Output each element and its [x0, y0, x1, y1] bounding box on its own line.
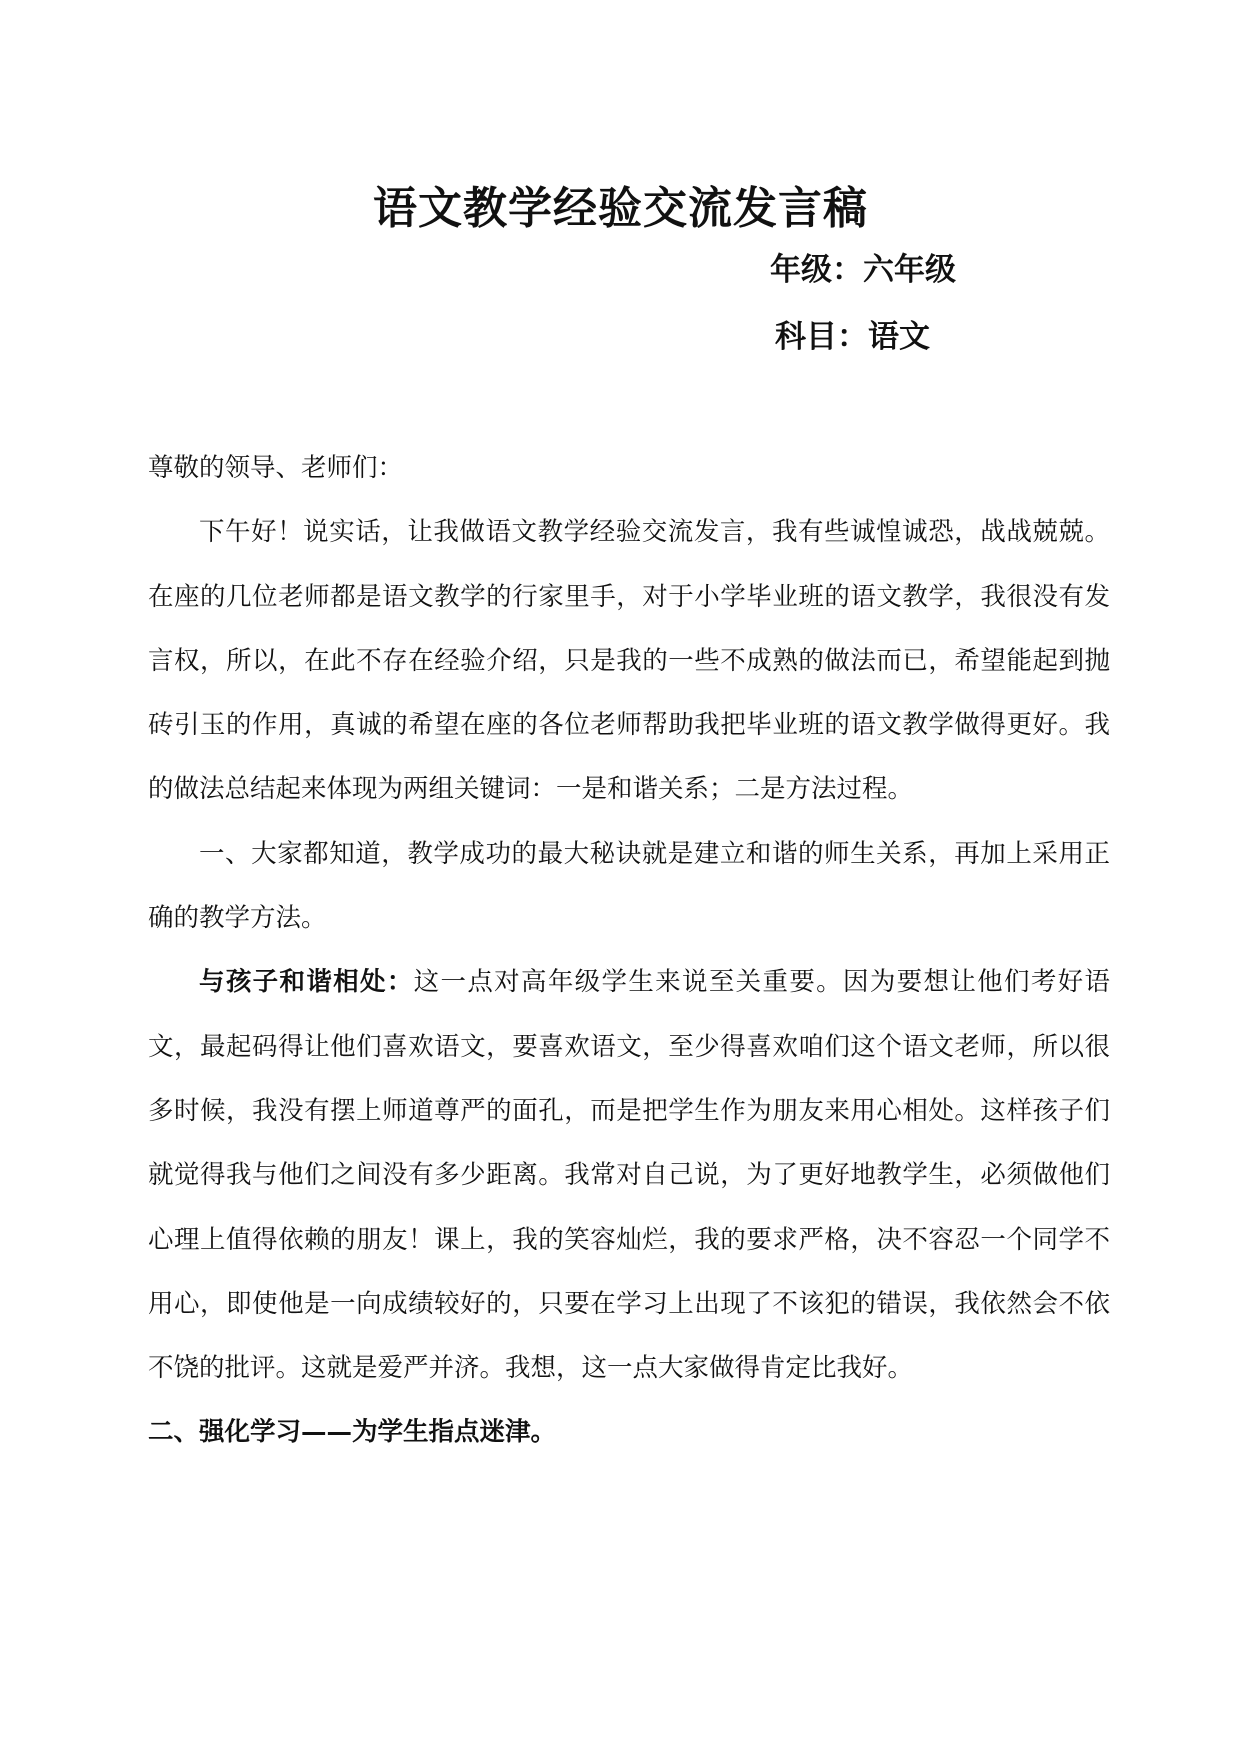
paragraph-harmony-lead: 与孩子和谐相处：: [199, 967, 414, 998]
document-title: 语文教学经验交流发言稿: [373, 183, 868, 234]
section-two-heading: 二、强化学习——为学生指点迷津。: [148, 1417, 557, 1448]
paragraph-harmony: [148, 950, 1110, 1400]
paragraph-harmony-body: 这一点对高年级学生来说至关重要。因为要想让他们考好语文，最起码得让他们喜欢语文，要喜欢语文，至少得喜欢咱们这个语文老师，所以很多时候，我没有摆上师道尊严的面孔，而是把学生作为朋友来用心相处。这样孩子们就觉得我与他们之间没有多少距离。我常对自己说，为了更好地教学生，必须做他们心理上值得依赖的朋友！课上，我的笑容灿烂，我的要求严格，决不容忍一个同学不用心，即使他是一向成绩较好的，只要在学习上出现了不该犯的错误，我依然会不依不饶的批评。这就是爱严并济。我想，这一点大家做得肯定比我好。: [148, 967, 1110, 1384]
grade-line: 年级：六年级: [770, 252, 956, 288]
paragraph-intro: 下午好！说实话，让我做语文教学经验交流发言，我有些诚惶诚恐，战战兢兢。在座的几位老师都是语文教学的行家里手，对于小学毕业班的语文教学，我很没有发言权，所以，在此不存在经验介绍，只是我的一些不成熟的做法而已，希望能起到抛砖引玉的作用，真诚的希望在座的各位老师帮助我把毕业班的语文教学做得更好。我的做法总结起来体现为两组关键词：一是和谐关系；二是方法过程。: [148, 517, 1110, 805]
document-body: [148, 436, 1110, 1465]
paragraph-section-one: 一、大家都知道，教学成功的最大秘诀就是建立和谐的师生关系，再加上采用正确的教学方法。: [148, 838, 1110, 934]
salutation: 尊敬的领导、老师们：: [148, 453, 404, 483]
subject-line: 科目：语文: [775, 319, 930, 355]
